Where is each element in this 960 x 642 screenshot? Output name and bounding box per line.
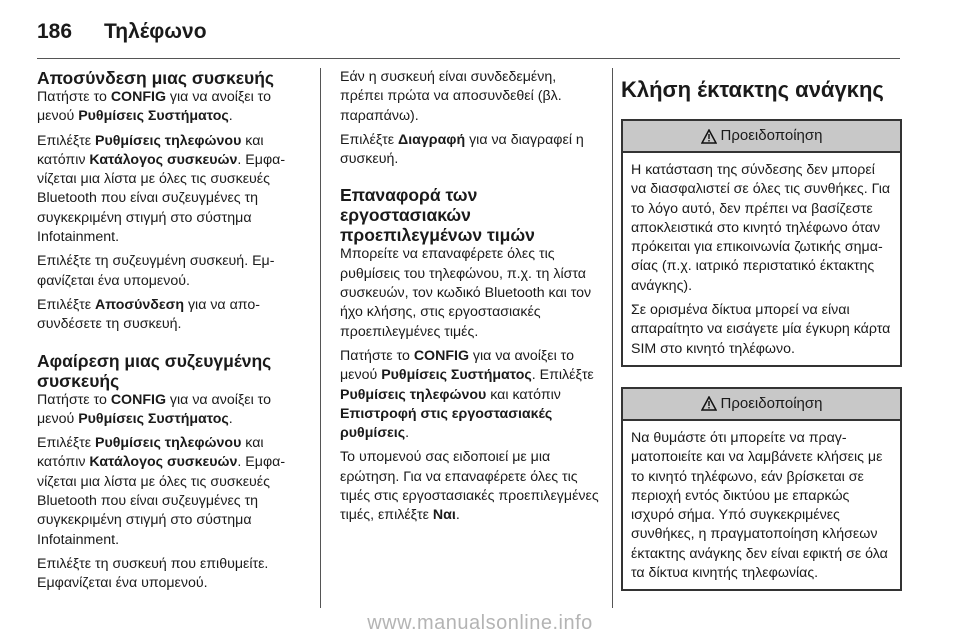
paragraph: Σε ορισμένα δίκτυα μπορεί να είναι απαραίτητο να εισάγετε μία έγκυρη κάρτα SIM στο κινητό τηλέφωνο. bbox=[631, 302, 891, 357]
warning-body bbox=[623, 421, 900, 589]
section-heading-disconnect: Αποσύνδεση μιας συσκευής bbox=[37, 68, 275, 88]
column-divider-1 bbox=[320, 68, 321, 608]
watermark: www.manualsonline.info bbox=[367, 612, 593, 634]
paragraph: Επιλέξτε Διαγραφή για να διαγραφεί η συσκευή. bbox=[340, 131, 584, 168]
paragraph: Η κατάσταση της σύνδεσης δεν μπορεί να διασφαλιστεί σε όλες τις συνθήκες. Για το λόγο αυτό, δεν πρέπει να βασίζεστε αποκλειστικά στο κινητό τηλέφωνο όταν πρόκειται για επικοινωνία ζωτικής σημασίας (π.χ. ιατρικό περιστατικό έκτακτης ανάγκης). bbox=[631, 162, 891, 294]
column-divider-2 bbox=[612, 68, 613, 608]
column-2 bbox=[340, 68, 602, 531]
paragraph: Επιλέξτε Ρυθμίσεις τηλεφώνου και κατόπιν Κατάλογος συσκευών. Εμφανίζεται μια λίστα με όλες τις συσκευές Bluetooth που είναι συζευγμένες τη συγκεκριμένη στιγμή στο σύστημα Infotainment. bbox=[37, 435, 286, 548]
page-title: Τηλέφωνο bbox=[104, 20, 207, 43]
warning-box-1 bbox=[621, 119, 902, 367]
paragraph: Επιλέξτε τη συζευγμένη συσκευή. Εμφανίζεται ένα υπομενού. bbox=[37, 253, 275, 289]
section-heading-emergency-call: Κλήση έκτακτης ανάγκης bbox=[621, 77, 884, 102]
paragraph: Πατήστε το CONFIG για να ανοίξει το μενού Ρυθμίσεις Συστήματος. bbox=[37, 89, 271, 125]
paragraph: Μπορείτε να επαναφέρετε όλες τις ρυθμίσεις του τηλεφώνου, π.χ. τη λίστα συσκευών, τον κωδικό Bluetooth και τον ήχο κλήσης, στις εργοστασιακές προεπιλεγμένες τιμές. bbox=[340, 246, 592, 340]
warning-header bbox=[623, 121, 900, 153]
section-heading-factory-reset: Επαναφορά των εργοστασιακών προεπιλεγμένων τιμών bbox=[340, 185, 535, 246]
paragraph: Εάν η συσκευή είναι συνδεδεμένη, πρέπει πρώτα να αποσυνδεθεί (βλ. παραπάνω). bbox=[340, 69, 562, 124]
paragraph: Το υπομενού σας ειδοποιεί με μια ερώτηση. Για να επαναφέρετε όλες τις τιμές στις εργοστασιακές προεπιλεγμένες τιμές, επιλέξτε Ναι. bbox=[340, 449, 599, 524]
paragraph: Επιλέξτε Ρυθμίσεις τηλεφώνου και κατόπιν Κατάλογος συσκευών. Εμφανίζεται μια λίστα με όλες τις συσκευές Bluetooth που είναι συζευγμένες τη συγκεκριμένη στιγμή στο σύστημα Infotainment. bbox=[37, 132, 286, 246]
paragraph: Πατήστε το CONFIG για να ανοίξει το μενού Ρυθμίσεις Συστήματος. Επιλέξτε Ρυθμίσεις τηλεφώνου και κατόπιν Επιστροφή στις εργοστασιακές ρυθμίσεις. bbox=[340, 347, 594, 442]
warning-body bbox=[623, 153, 900, 365]
header-rule bbox=[37, 58, 900, 59]
paragraph: Πατήστε το CONFIG για να ανοίξει το μενού Ρυθμίσεις Συστήματος. bbox=[37, 391, 271, 427]
paragraph: Επιλέξτε τη συσκευή που επιθυμείτε. Εμφανίζεται ένα υπομενού. bbox=[37, 555, 269, 592]
warning-triangle-icon bbox=[701, 129, 717, 144]
column-3 bbox=[621, 68, 902, 611]
warning-triangle-icon bbox=[701, 396, 717, 411]
page-number: 186 bbox=[37, 20, 73, 43]
warning-box-2 bbox=[621, 387, 902, 591]
paragraph: Επιλέξτε Αποσύνδεση για να αποσυνδέσετε τη συσκευή. bbox=[37, 296, 260, 333]
column-1 bbox=[37, 68, 300, 599]
warning-title: Προειδοποίηση bbox=[720, 395, 823, 413]
section-heading-remove: Αφαίρεση μιας συζευγμένης συσκευής bbox=[37, 350, 272, 391]
paragraph: Να θυμάστε ότι μπορείτε να πραγματοποιείτε και να λαμβάνετε κλήσεις με το κινητό τηλέφωνο, εάν βρίσκεται σε περιοχή εντός δικτύου με επαρκώς ισχυρό σήμα. Υπό συγκεκριμένες συνθήκες, η πραγματοποίηση κλήσεων έκτακτης ανάγκης δεν είναι εφικτή σε όλα τα δίκτυα κινητής τηλεφωνίας. bbox=[631, 429, 888, 582]
warning-title: Προειδοποίηση bbox=[720, 127, 823, 145]
warning-header bbox=[623, 389, 900, 421]
